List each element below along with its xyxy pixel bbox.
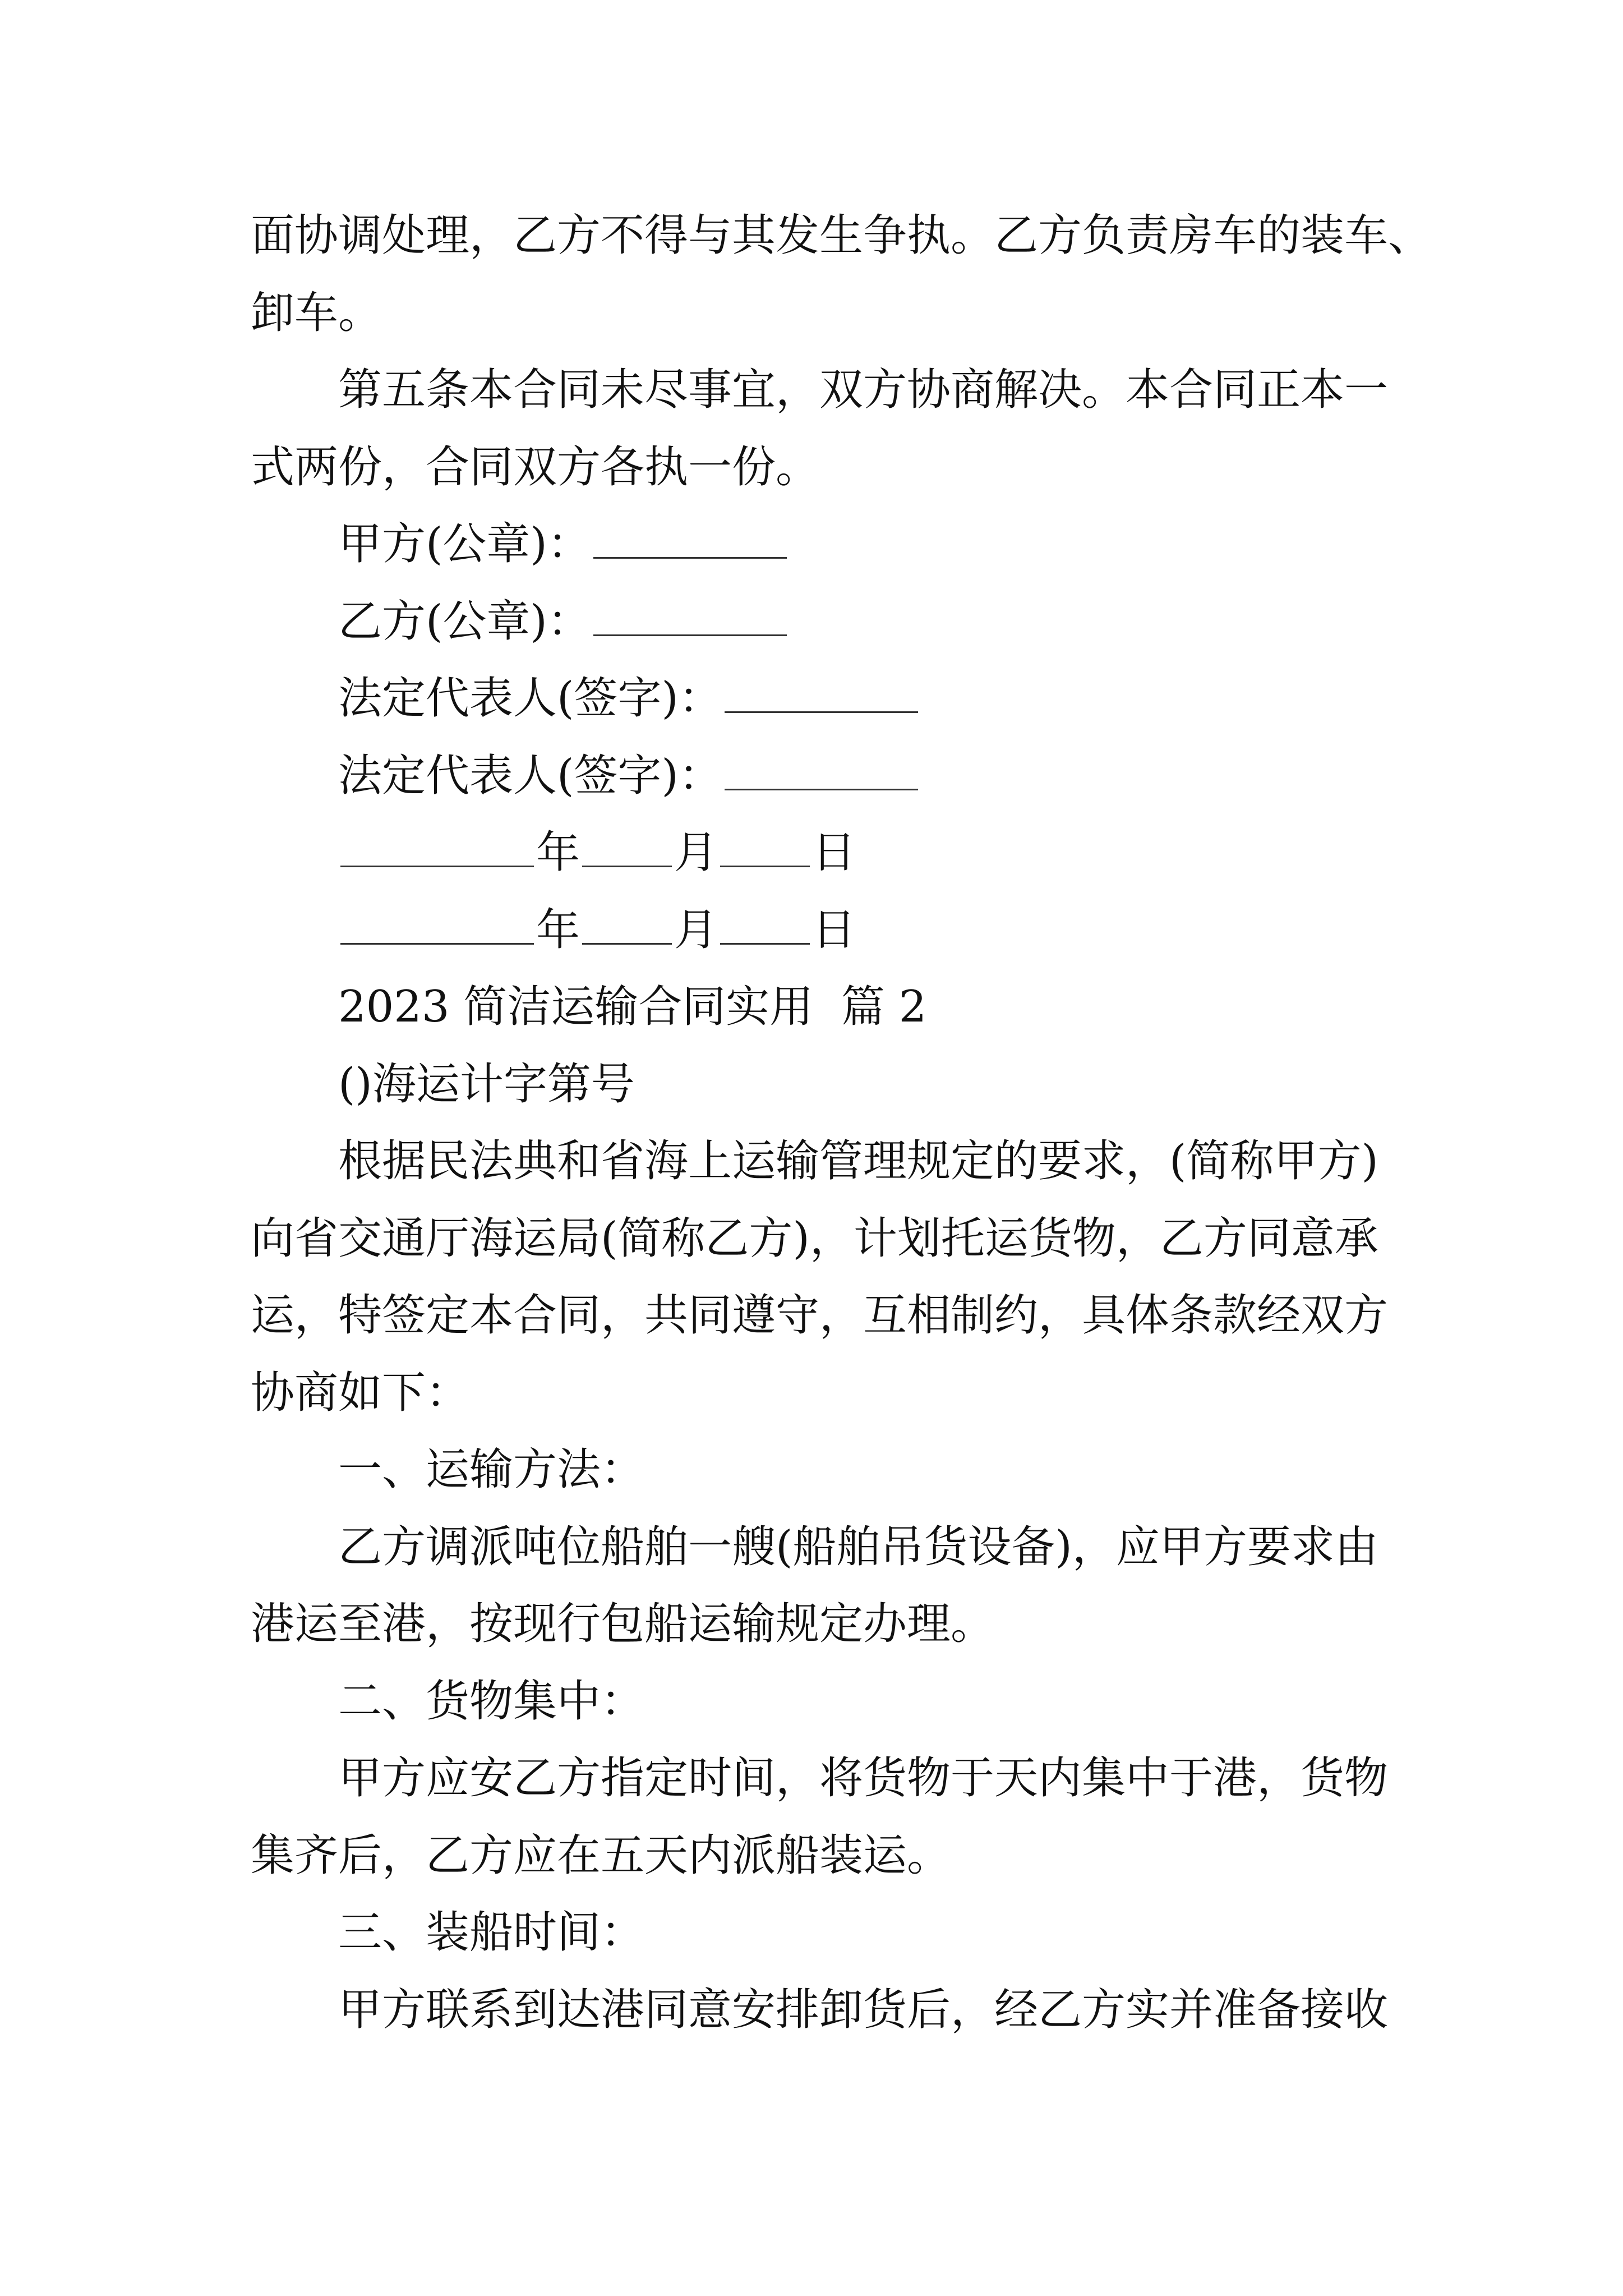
day-blank (720, 903, 810, 944)
document-text (251, 197, 1432, 2049)
paragraph-line: 甲方联系到达港同意安排卸货后，经乙方实并准备接收 (338, 1984, 1389, 2035)
year-blank (340, 826, 534, 867)
paragraph-line: 向省交通厅海运局(简称乙方)，计划托运货物，乙方同意承 (251, 1213, 1378, 1264)
signature-blank (593, 595, 787, 636)
clause-heading: 一、运输方法： (338, 1444, 645, 1495)
day-label: 日 (812, 827, 856, 878)
year-label: 年 (536, 904, 580, 955)
month-label: 月 (674, 904, 718, 955)
date-line (251, 815, 1384, 892)
paragraph-line: 乙方调派吨位船舶一艘(船舶吊货设备)，应甲方要求由 (338, 1521, 1378, 1572)
paragraph-line: 协商如下： (251, 1367, 470, 1418)
day-label: 日 (812, 904, 856, 955)
paragraph-line: 面协调处理，乙方不得与其发生争执。乙方负责房车的装车、 (251, 210, 1432, 261)
document-number: ()海运计字第号 (338, 1059, 635, 1110)
clause-heading: 三、装船时间： (338, 1907, 645, 1958)
paragraph-line: 式两份，合同双方各执一份。 (251, 441, 820, 493)
paragraph-line: 运，特签定本合同，共同遵守，互相制约，具体条款经双方 (251, 1290, 1389, 1341)
signature-rep-a (251, 660, 1384, 738)
signature-label: 法定代表人(签字)： (338, 750, 722, 801)
year-label: 年 (536, 827, 580, 878)
signature-blank (725, 672, 918, 713)
year-blank (340, 903, 534, 944)
signature-label: 乙方(公章)： (338, 596, 591, 647)
clause-heading: 二、货物集中： (338, 1676, 645, 1727)
paragraph-line: 甲方应安乙方指定时间，将货物于天内集中于港，货物 (338, 1753, 1389, 1803)
signature-blank (725, 749, 918, 790)
signature-label: 甲方(公章)： (338, 519, 591, 569)
paragraph-line: 第五条本合同未尽事宜，双方协商解决。本合同正本一 (338, 365, 1389, 415)
month-blank (582, 826, 672, 867)
signature-party-a (251, 506, 1384, 583)
paragraph-line: 集齐后，乙方应在五天内派船装运。 (251, 1830, 951, 1881)
month-label: 月 (674, 827, 718, 878)
paragraph-line: 卸车。 (251, 287, 382, 338)
month-blank (582, 903, 672, 944)
paragraph-line: 根据民法典和省海上运输管理规定的要求，(简称甲方) (338, 1136, 1378, 1186)
signature-blank (593, 518, 787, 559)
day-blank (720, 826, 810, 867)
date-line (251, 892, 1384, 969)
signature-rep-b (251, 738, 1384, 815)
signature-label: 法定代表人(签字)： (338, 673, 722, 724)
paragraph-line: 港运至港，按现行包船运输规定办理。 (251, 1599, 995, 1649)
section-title: 2023 简洁运输合同实用 篇 2 (338, 982, 927, 1032)
signature-party-b (251, 583, 1384, 661)
